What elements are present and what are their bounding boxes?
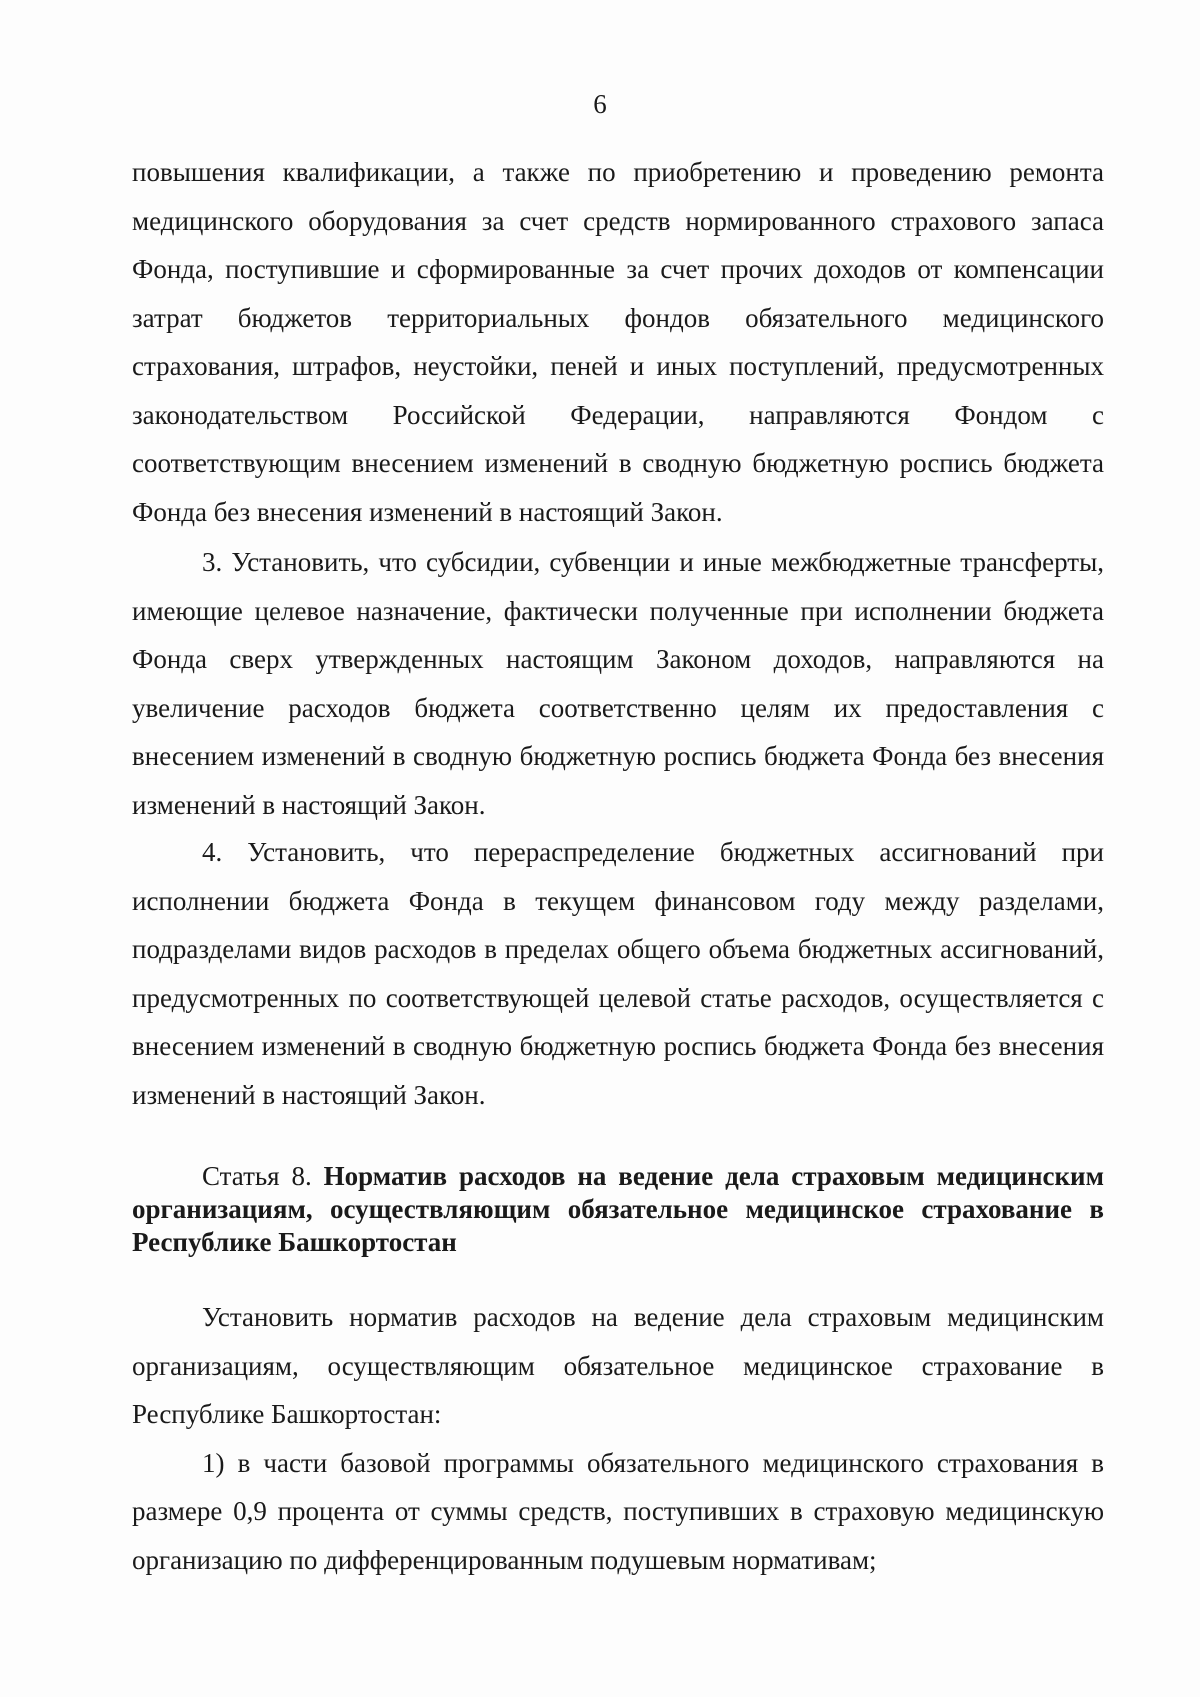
item-4-text: 4. Установить, что перераспределение бюджетных ассигнований при исполнении бюджета Фонда в текущем финансовом году между разделами, подразделами видов расходов в пределах общего объема бюджетных ассигнований, предусмотренных по соответствующей целевой статье расходов, осуществляется с внесением изменений в сводную бюджетную роспись бюджета Фонда без внесения изменений в настоящий Закон. — [132, 837, 1104, 1110]
item-4-paragraph — [132, 828, 1104, 1119]
item-3-text: 3. Установить, что субсидии, субвенции и иные межбюджетные трансферты, имеющие целевое назначение, фактически полученные при исполнении бюджета Фонда сверх утвержденных настоящим Законом доходов, направляются на увеличение расходов бюджета соответственно целям их предоставления с внесением изменений в сводную бюджетную роспись бюджета Фонда без внесения изменений в настоящий Закон. — [132, 547, 1104, 820]
article-label: Статья 8. — [202, 1161, 312, 1191]
continuation-paragraph — [132, 148, 1104, 536]
item-3-paragraph — [132, 538, 1104, 829]
article-body — [132, 1293, 1104, 1584]
continuation-text: повышения квалификации, а также по приобретению и проведению ремонта медицинского оборудования за счет средств нормированного страхового запаса Фонда, поступившие и сформированные за счет прочих доходов от компенсации затрат бюджетов территориальных фондов обязательного медицинского страхования, штрафов, неустойки, пеней и иных поступлений, предусмотренных законодательством Российской Федерации, направляются Фондом с соответствующим внесением изменений в сводную бюджетную роспись бюджета Фонда без внесения изменений в настоящий Закон. — [132, 157, 1104, 527]
page-number: 6 — [593, 89, 607, 119]
article-heading — [132, 1160, 1104, 1259]
article-point-1: 1) в части базовой программы обязательного медицинского страхования в размере 0,9 процента от суммы средств, поступивших в страховую медицинскую организацию по дифференцированным подушевым нормативам; — [132, 1447, 1104, 1575]
article-title: Норматив расходов на ведение дела страховым медицинским организациям, осуществляющим обязательное медицинское страхование в Республике Башкортостан — [132, 1161, 1104, 1257]
article-intro: Установить норматив расходов на ведение дела страховым медицинским организациям, осуществляющим обязательное медицинское страхование в Республике Башкортостан: — [132, 1302, 1104, 1429]
